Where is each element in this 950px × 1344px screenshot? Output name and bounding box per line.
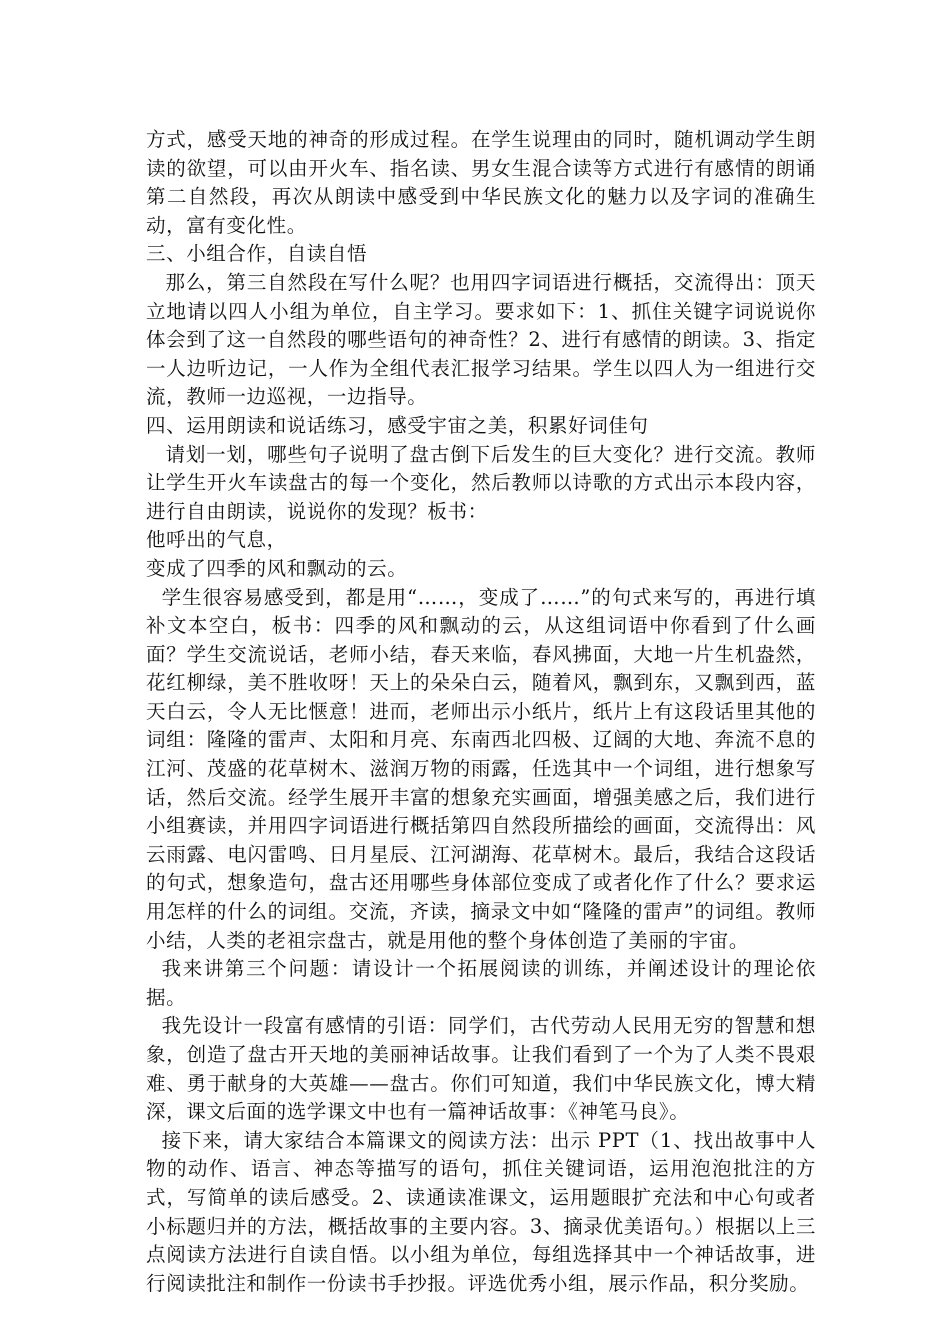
paragraph-group-study: 那么，第三自然段在写什么呢？也用四字词语进行概括，交流得出：顶天立地请以四人小组为单位，自主学习。要求如下：1、抓住关键字词说说你体会到了这一自然段的哪些语句的神奇性？2、进行有感情的朗读。3、指定一人边听边记，一人作为全组代表汇报学习结果。学生以四人为一组进行交流，教师一边巡视，一边指导。 [146, 270, 816, 409]
paragraph-continuation: 方式，感受天地的神奇的形成过程。在学生说理由的同时，随机调动学生朗读的欲望，可以由开火车、指名读、男女生混合读等方式进行有感情的朗诵第二自然段，再次从朗读中感受到中华民族文化的魅力以及字词的准确生动，富有变化性。 [146, 128, 816, 237]
paragraph-introduction: 我先设计一段富有感情的引语：同学们，古代劳动人民用无穷的智慧和想象，创造了盘古开天地的美丽神话故事。让我们看到了一个为了人类不畏艰难、勇于献身的大英雄——盘古。你们可知道，我们中华民族文化，博大精深，课文后面的选学课文中也有一篇神话故事：《神笔马良》。 [146, 1014, 816, 1124]
paragraph-question-three: 我来讲第三个问题：请设计一个拓展阅读的训练，并阐述设计的理论依据。 [146, 957, 816, 1009]
poem-line-1: 他呼出的气息， [146, 528, 287, 552]
section-heading-four: 四、运用朗读和说话练习，感受宇宙之美，积累好词佳句 [146, 413, 649, 437]
paragraph-find-sentences: 请划一划，哪些句子说明了盘古倒下后发生的巨大变化？进行交流。教师让学生开火车读盘古的每一个变化，然后教师以诗歌的方式出示本段内容，进行自由朗读，说说你的发现？板书： [146, 442, 816, 523]
paragraph-reading-method: 接下来，请大家结合本篇课文的阅读方法：出示 PPT（1、找出故事中人物的动作、语言、神态等描写的语句，抓住关键词语，运用泡泡批注的方式，写简单的读后感受。2、读通读准课文，运用题眼扩充法和中心句或者小标题归并的方法，概括故事的主要内容。3、摘录优美语句。）根据以上三点阅读方法进行自读自悟。以小组为单位，每组选择其中一个神话故事，进行阅读批注和制作一份读书手抄报。评选优秀小组，展示作品，积分奖励。 [146, 1128, 816, 1295]
paragraph-sentence-pattern: 学生很容易感受到，都是用“……，变成了……”的句式来写的，再进行填补文本空白，板书：四季的风和飘动的云，从这组词语中你看到了什么画面？学生交流说话，老师小结，春天来临，春风拂面，大地一片生机盎然，花红柳绿，美不胜收呀！天上的朵朵白云，随着风，飘到东，又飘到西，蓝天白云，令人无比惬意！进而，老师出示小纸片，纸片上有这段话里其他的词组：隆隆的雷声、太阳和月亮、东南西北四极、辽阔的大地、奔流不息的江河、茂盛的花草树木、滋润万物的雨露，任选其中一个词组，进行想象写话，然后交流。经学生展开丰富的想象充实画面，增强美感之后，我们进行小组赛读，并用四字词语进行概括第四自然段所描绘的画面，交流得出：风云雨露、电闪雷鸣、日月星辰、江河湖海、花草树木。最后，我结合这段话的句式，想象造句，盘古还用哪些身体部位变成了或者化作了什么？要求运用怎样的什么的词组。交流，齐读，摘录文中如“隆隆的雷声”的词组。教师小结，人类的老祖宗盘古，就是用他的整个身体创造了美丽的宇宙。 [146, 585, 816, 952]
section-heading-three: 三、小组合作，自读自悟 [146, 242, 368, 266]
document-body [146, 126, 816, 1298]
poem-line-2: 变成了四季的风和飘动的云。 [146, 556, 408, 580]
